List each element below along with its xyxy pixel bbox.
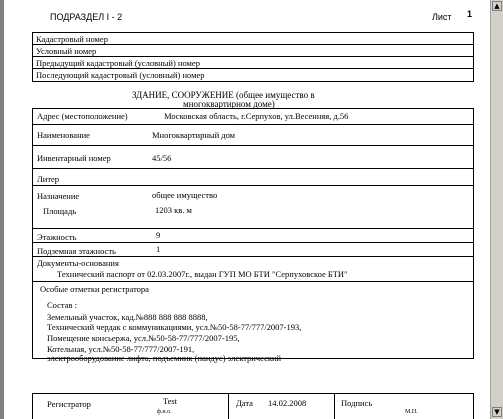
section-title: ПОДРАЗДЕЛ I - 2 (50, 12, 123, 22)
object-title-line2: многоквартирном доме) (183, 99, 275, 109)
registrar-label: Регистратор (47, 399, 91, 409)
purpose-label: Назначение (37, 191, 80, 201)
underground-label: Подземная этажность (37, 246, 116, 256)
date-value: 14.02.2008 (268, 398, 307, 408)
address-label: Адрес (местоположение) (37, 111, 128, 121)
liter-label: Литер (37, 174, 60, 184)
object-title-line1: ЗДАНИЕ, СООРУЖЕНИЕ (общее имущество в (132, 90, 315, 100)
composition-line: электрооборудование лифта, подъемник (пандус) электрический (47, 353, 282, 363)
scroll-up-icon[interactable]: ▲ (492, 1, 502, 11)
documents-label: Документы-основания (37, 258, 119, 268)
inventory-label: Инвентарный номер (37, 153, 111, 163)
signature-label: Подпись (341, 398, 373, 408)
notes-label: Особые отметки регистратора (40, 284, 149, 294)
floors-value: 9 (156, 230, 161, 240)
purpose-value: общее имущество (152, 190, 218, 200)
vertical-scrollbar[interactable] (490, 0, 503, 419)
composition-line: Помещение консьержа, усл.№50-58-77/777/2007-195, (47, 333, 240, 343)
left-edge (0, 0, 4, 419)
name-label: Наименование (37, 130, 90, 140)
area-label: Площадь (43, 206, 77, 216)
composition-line: Котельная, усл.№50-58-77/777/2007-191, (47, 344, 195, 354)
next-number-label: Последующий кадастровый (условный) номер (36, 70, 205, 80)
composition-line: Технический чердак с коммуникациями, усл.№50-58-77/777/2007-193, (47, 322, 302, 332)
sheet-label: Лист (432, 12, 452, 22)
date-label: Дата (236, 398, 253, 408)
sheet-number: 1 (467, 9, 473, 19)
underground-value: 1 (156, 244, 161, 254)
name-value: Многоквартирный дом (152, 130, 236, 140)
cadastral-number-label: Кадастровый номер (36, 34, 108, 44)
conditional-number-label: Условный номер (36, 46, 97, 56)
area-value: 1203 кв. м (155, 205, 192, 215)
fio-label: ф.и.о. (157, 409, 172, 415)
scroll-down-icon[interactable]: ▼ (492, 407, 502, 417)
composition-line: Земельный участок, кад.№888 888 888 8888, (47, 312, 208, 322)
stamp-label: М.П. (405, 409, 418, 415)
documents-value: Технический паспорт от 02.03.2007г., выдан ГУП МО БТИ "Серпуховское БТИ" (57, 269, 348, 279)
address-value: Московская область, г.Серпухов, ул.Весенняя, д.56 (164, 111, 349, 121)
floors-label: Этажность (37, 232, 77, 242)
registrar-value: Test (163, 396, 178, 406)
composition-heading: Состав : (47, 300, 77, 310)
previous-number-label: Предыдущий кадастровый (условный) номер (36, 58, 200, 68)
inventory-value: 45/56 (152, 153, 172, 163)
